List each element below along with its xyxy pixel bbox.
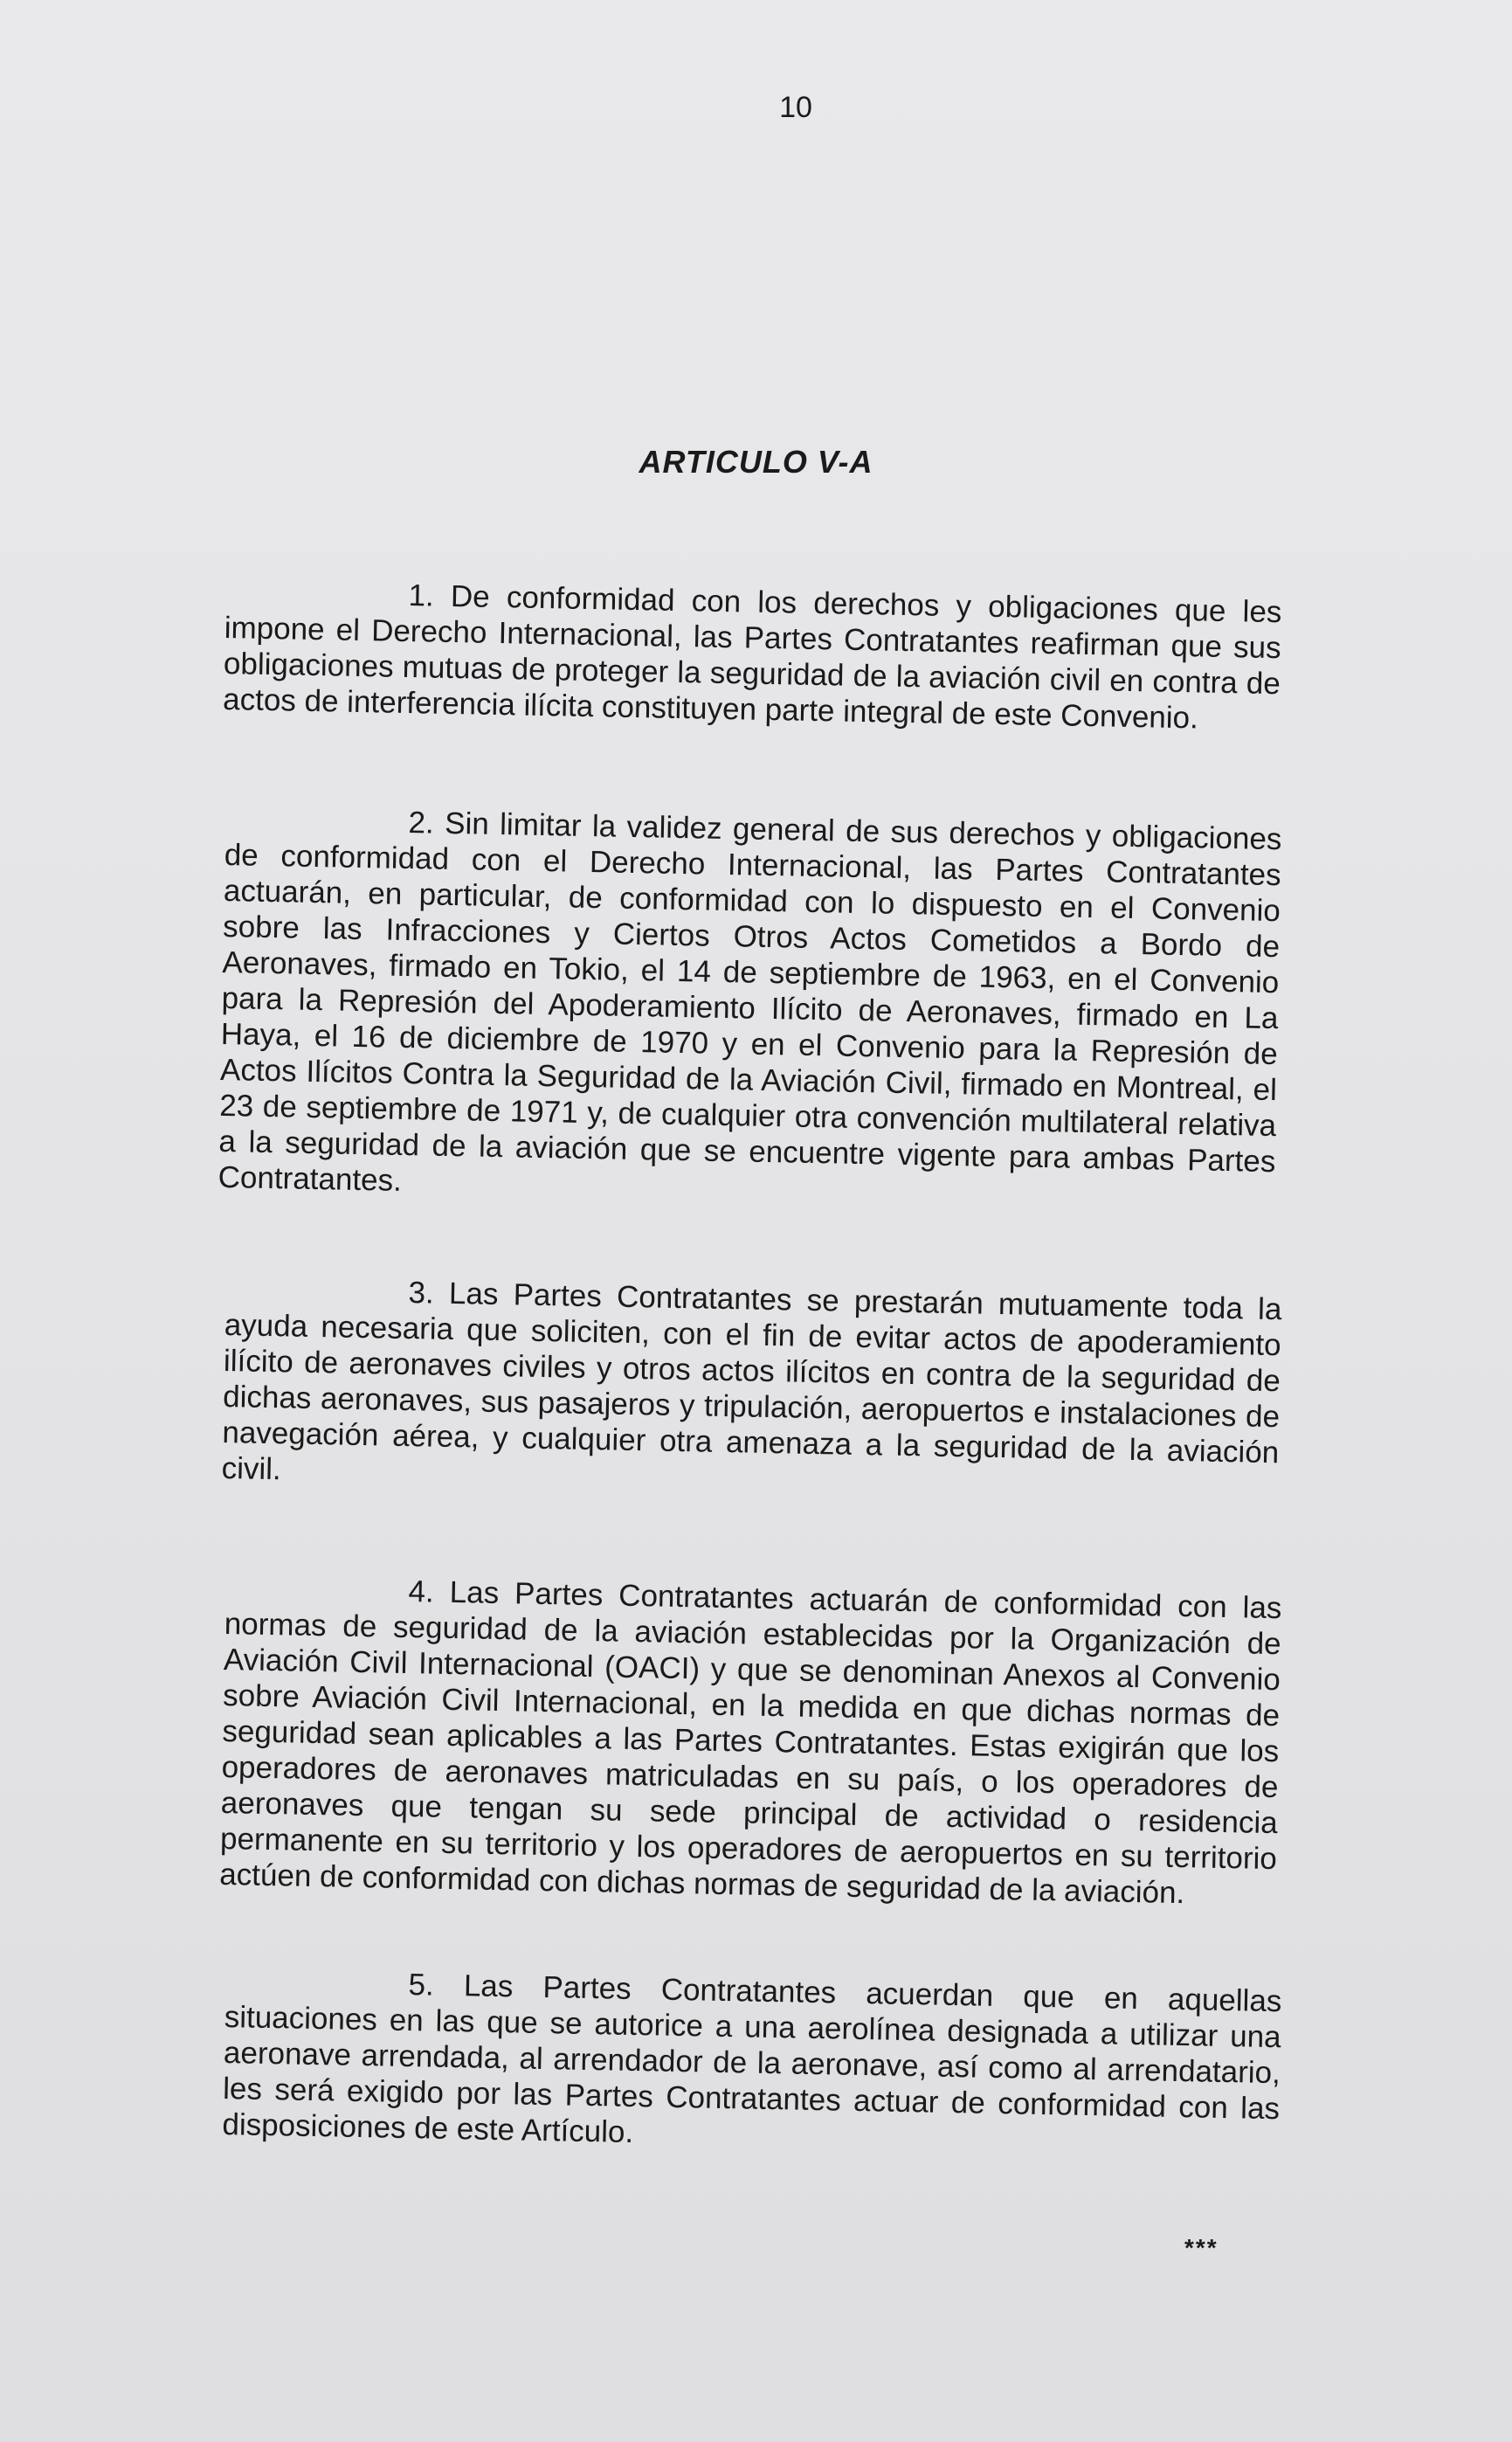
paragraph-1: 1. De conformidad con los derechos y obligaciones que les impone el Derecho Internacional, las Partes Contratantes reafirman que sus obligaciones mutuas de proteger la seguridad de la aviación civil en contra de actos de interferencia ilícita constituyen parte integral de este Convenio. <box>222 578 1282 736</box>
paragraph-3: 3. Las Partes Contratantes se prestarán mutuamente toda la ayuda necesaria que soliciten, con el fin de evitar actos de apoderamiento ilícito de aeronaves civiles y otros actos ilícitos en contra de la seguridad de dichas aeronaves, sus pasajeros y tripulación, aeropuertos e instalaciones de navegación aérea, y cualquier otra amenaza a la seguridad de la aviación civil. <box>221 1276 1282 1487</box>
paragraph-5: 5. Las Partes Contratantes acuerdan que en aquellas situaciones en las que se autorice a una aerolínea designada a utilizar una aeronave arrendada, al arrendador de la aeronave, así como al arrendatario, les será exigido por las Partes Contratantes actuar de conformidad con las disposiciones de este Artículo. <box>222 1968 1282 2150</box>
paragraph-4: 4. Las Partes Contratantes actuarán de conformidad con las normas de seguridad de la aviación establecidas por la Organización de Aviación Civil Internacional (OACI) y que se denominan Anexos al Convenio sobre Aviación Civil Internacional, en la medida en que dichas normas de seguridad sean aplicables a las Partes Contratantes. Estas exigirán que los operadores de aeronaves matriculadas en su país, o los operadores de aeronaves que tengan su sede principal de actividad o residencia permanente en su territorio y los operadores de aeropuertos en su territorio actúen de conformidad con dichas normas de seguridad de la aviación. <box>218 1574 1282 1911</box>
page-number: 10 <box>779 91 812 124</box>
paragraph-2: 2. Sin limitar la validez general de sus derechos y obligaciones de conformidad con el Derecho Internacional, las Partes Contratantes actuarán, en particular, de conformidad con lo dispuesto en el Convenio sobre las Infracciones y Ciertos Otros Actos Cometidos a Bordo de Aeronaves, firmado en Tokio, el 14 de septiembre de 1963, en el Convenio para la Represión del Apoderamiento Ilícito de Aeronaves, firmado en La Haya, el 16 de diciembre de 1970 y en el Convenio para la Represión de Actos Ilícitos Contra la Seguridad de la Aviación Civil, firmado en Montreal, el 23 de septiembre de 1971 y, de cualquier otra convención multilateral relativa a la seguridad de la aviación que se encuentre vigente para ambas Partes Contratantes. <box>217 806 1282 1198</box>
end-mark: *** <box>1184 2234 1219 2261</box>
article-title: ARTICULO V-A <box>639 444 873 480</box>
